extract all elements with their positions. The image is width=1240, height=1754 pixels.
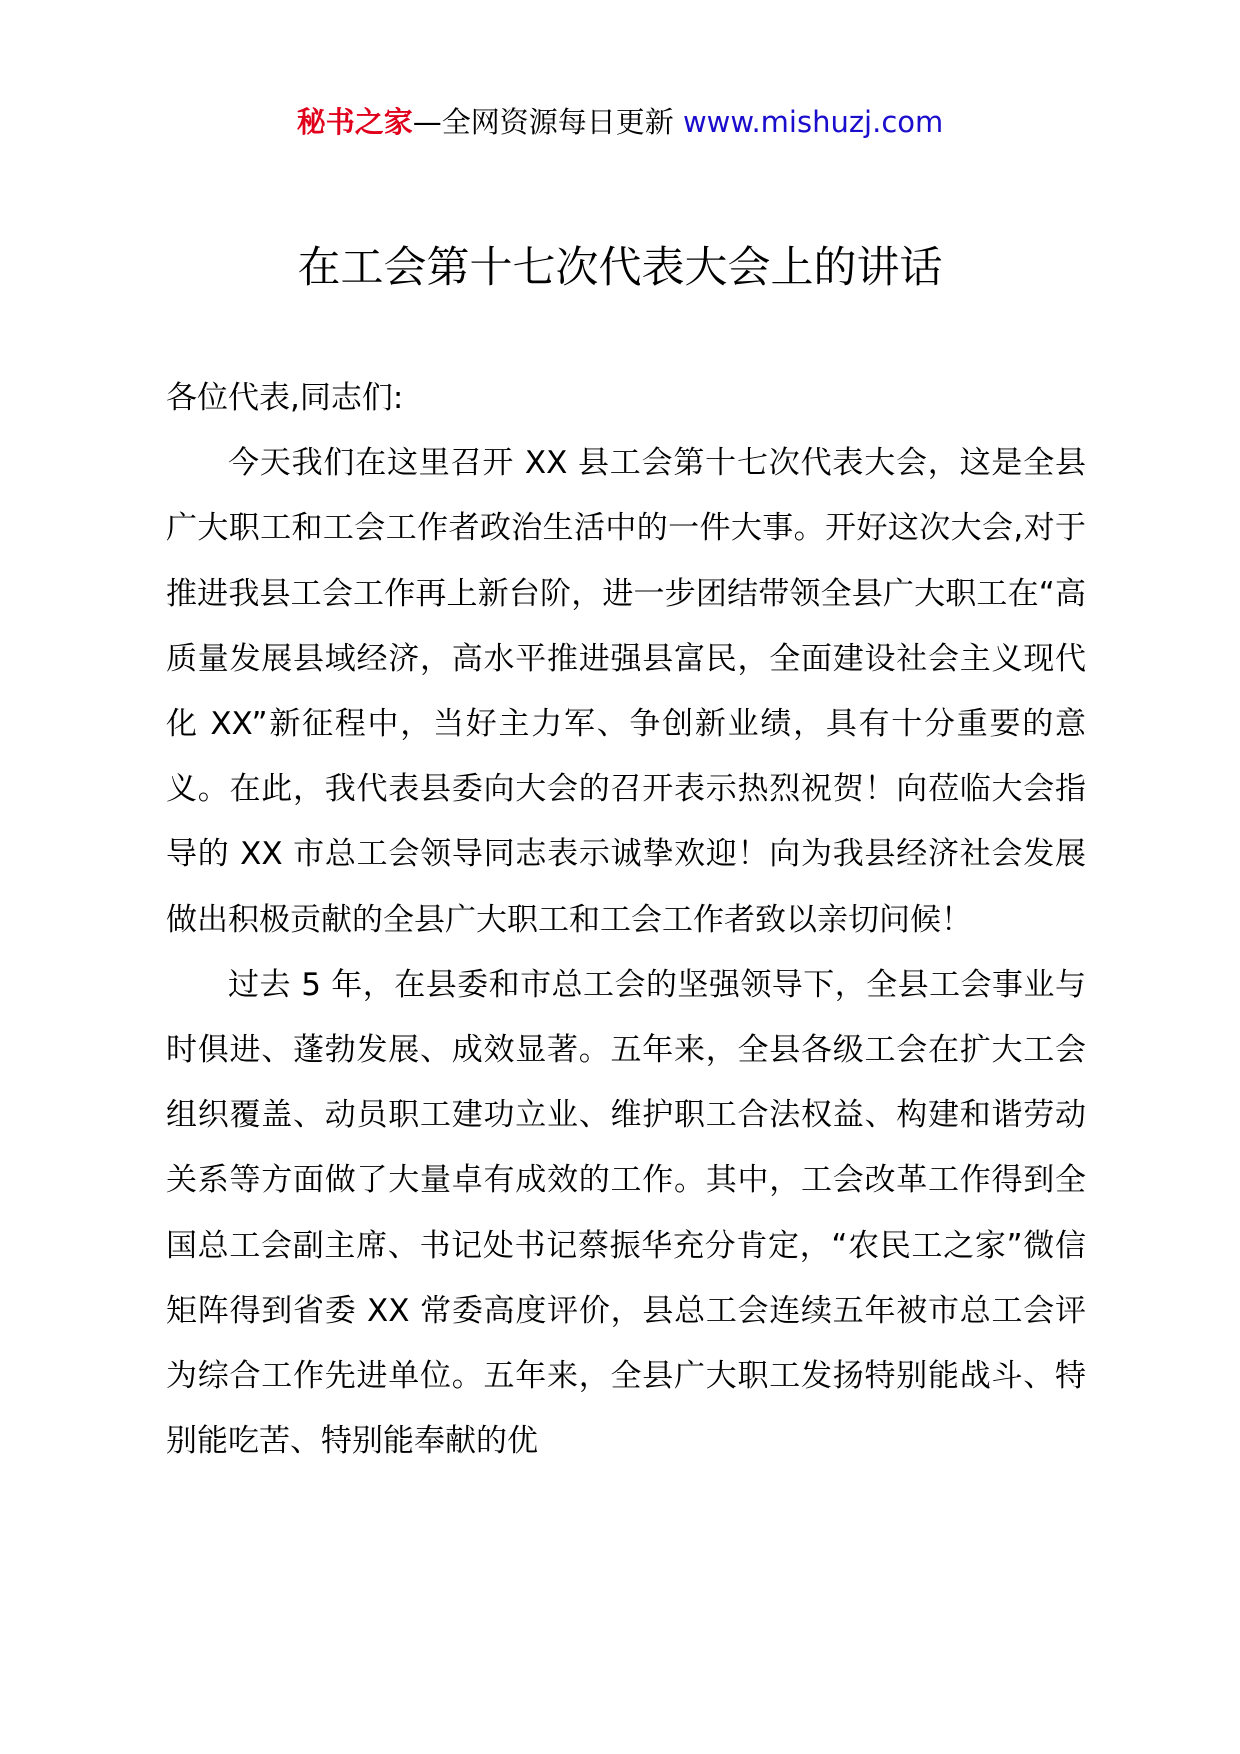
site-tagline: —全网资源每日更新 <box>412 105 674 139</box>
salutation: 各位代表,同志们: <box>166 380 404 416</box>
site-brand: 秘书之家 <box>296 105 413 139</box>
document-title: 在工会第十七次代表大会上的讲话 <box>297 243 943 293</box>
site-url[interactable]: www.mishuzj.com <box>682 105 944 139</box>
document-body <box>166 366 1086 1474</box>
paragraph-2: 过去 5 年，在县委和市总工会的坚强领导下，全县工会事业与时俱进、蓬勃发展、成效显著。五年来，全县各级工会在扩大工会组织覆盖、动员职工建功立业、维护职工合法权益、构建和谐劳动关系等方面做了大量卓有成效的工作。其中，工会改革工作得到全国总工会副主席、书记处书记蔡振华充分肯定，“农民工之家”微信矩阵得到省委 XX 常委高度评价，县总工会连续五年被市总工会评为综合工作先进单位。五年来，全县广大职工发扬特别能战斗、特别能吃苦、特别能奉献的优 <box>166 966 1086 1460</box>
paragraph-1: 今天我们在这里召开 XX 县工会第十七次代表大会，这是全县广大职工和工会工作者政治生活中的一件大事。开好这次大会,对于推进我县工会工作再上新台阶，进一步团结带领全县广大职工在“高质量发展县域经济，高水平推进强县富民，全面建设社会主义现代化 XX”新征程中，当好主力军、争创新业绩，具有十分重要的意义。在此，我代表县委向大会的召开表示热烈祝贺！向莅临大会指导的 XX 市总工会领导同志表示诚挚欢迎！向为我县经济社会发展做出积极贡献的全县广大职工和工会工作者致以亲切问候！ <box>166 445 1086 938</box>
site-header <box>0 102 1240 142</box>
